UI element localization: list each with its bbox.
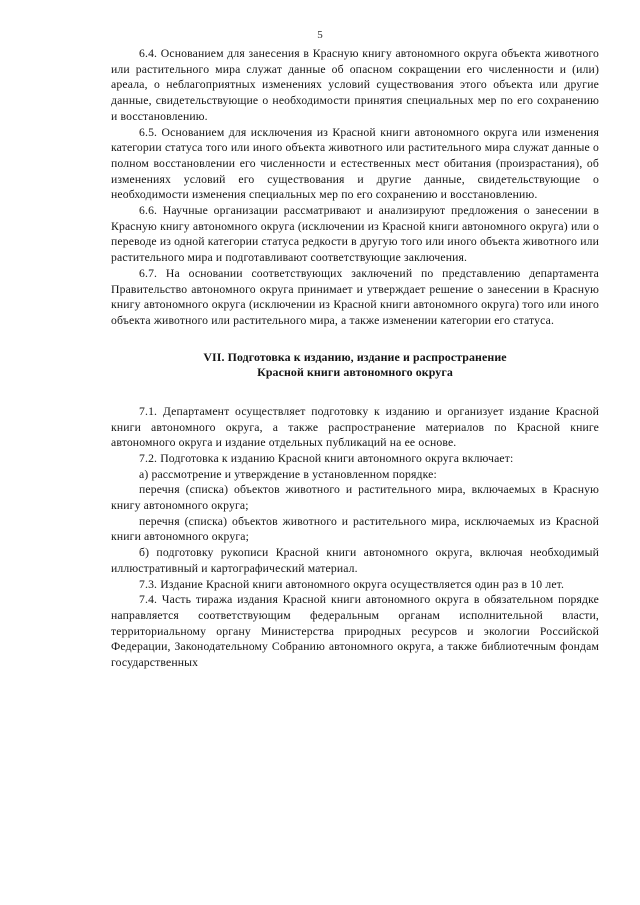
section-heading-line1: VII. Подготовка к изданию, издание и распространение [203,349,507,364]
paragraph-7-2: 7.2. Подготовка к изданию Красной книги автономного округа включает: [139,451,514,465]
section-heading [111,350,599,381]
list-item-b: б) подготовку рукописи Красной книги автономного округа, включая необходимый иллюстративный и картографический материал. [111,546,599,575]
document-body [111,46,599,671]
paragraph-6-7: 6.7. На основании соответствующих заключений по представлению департамента Правительство автономного округа принимает и утверждает решение о занесении в Красную книгу автономного округа (исключении из Красной книги автономного округа) того или иного объекта животного или растительного мира, а также изменении категории его статуса. [111,266,599,327]
paragraph-6-4: 6.4. Основанием для занесения в Красную книгу автономного округа объекта животного или растительного мира служат данные об опасном сокращении его численности и (или) ареала, о неблагоприятных изменениях условий существования этого объекта или другие данные, свидетельствующие о необходимости принятия специальных мер по его сохранению и восстановлению. [111,47,599,123]
list-item-a: а) рассмотрение и утверждение в установленном порядке: [139,467,437,481]
page-number: 5 [317,29,323,41]
paragraph-7-3: 7.3. Издание Красной книги автономного округа осуществляется один раз в 10 лет. [139,577,565,591]
paragraph-7-4: 7.4. Часть тиража издания Красной книги автономного округа в обязательном порядке направляется соответствующим федеральным органам исполнительной власти, территориальному органу Министерства природных ресурсов и экологии Российской Федерации, Законодательному Собранию автономного округа, а также библиотечным фондам государственных [111,593,599,670]
paragraph-6-6: 6.6. Научные организации рассматривают и анализируют предложения о занесении в Красную книгу автономного округа (исключении из Красной книги автономного округа) или о переводе из одной категории статуса редкости в другую того или иного объекта животного или растительного мира и подготавливают соответствующие заключения. [111,204,599,265]
paragraph-7-1: 7.1. Департамент осуществляет подготовку к изданию и организует издание Красной книги автономного округа, а также распространение материалов по Красной книге автономного округа и издание отдельных публикаций на ее основе. [111,404,599,450]
section-heading-line2: Красной книги автономного округа [257,365,453,380]
list-item-exclude-list: перечня (списка) объектов животного и растительного мира, исключаемых из Красной книги автономного округа; [111,514,599,544]
paragraph-6-5: 6.5. Основанием для исключения из Красной книги автономного округа или изменения категории статуса того или иного объекта животного или растительного мира служат данные о полном восстановлении его численности и естественных мест обитания (произрастания), об изменениях условий его существования и другие данные, свидетельствующие о необходимости изменения специальных мер по его сохранению и восстановлению. [111,125,599,202]
list-item-include-list: перечня (списка) объектов животного и растительного мира, включаемых в Красную книгу автономного округа; [111,483,599,513]
